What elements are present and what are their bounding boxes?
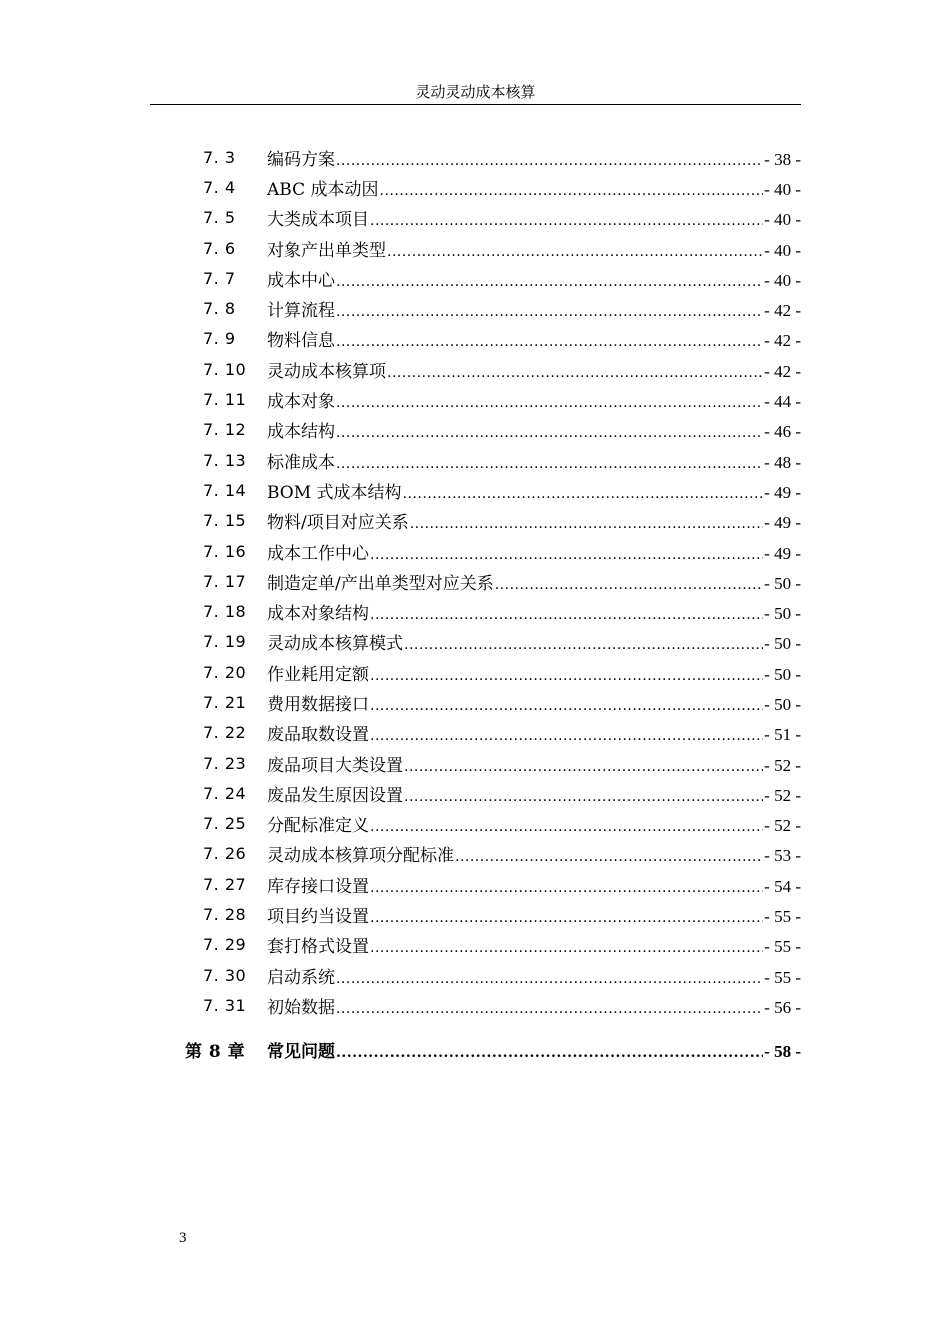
toc-entry-main bbox=[267, 236, 801, 261]
toc-entry-page: - 50 - bbox=[764, 694, 801, 714]
toc-entry-number: 7. 24 bbox=[203, 783, 247, 803]
toc-entry-number: 7. 6 bbox=[203, 238, 236, 258]
toc-entry-main bbox=[267, 296, 801, 321]
toc-entry-number: 7. 20 bbox=[203, 662, 247, 682]
toc-entry[interactable] bbox=[0, 142, 950, 172]
toc-entry-main bbox=[267, 478, 801, 503]
dot-leader bbox=[404, 637, 763, 653]
toc-entry-main bbox=[267, 690, 801, 715]
toc-entry-number: 7. 11 bbox=[203, 390, 247, 410]
toc-entry-main bbox=[267, 872, 801, 897]
toc-entry-page: - 46 - bbox=[764, 422, 801, 442]
toc-entry-title: 启动系统 bbox=[267, 967, 335, 988]
toc-entry-main bbox=[267, 145, 801, 170]
dot-leader bbox=[370, 668, 763, 684]
toc-entry[interactable] bbox=[0, 263, 950, 293]
toc-entry-title: 标准成本 bbox=[267, 452, 335, 473]
toc-entry-page: - 50 - bbox=[764, 604, 801, 624]
toc-entry[interactable] bbox=[0, 445, 950, 475]
toc-entry-page: - 50 - bbox=[764, 573, 801, 593]
toc-entry-page: - 40 - bbox=[764, 210, 801, 230]
toc-entry-page: - 53 - bbox=[764, 846, 801, 866]
toc-entry-number: 7. 29 bbox=[203, 935, 247, 955]
toc-entry[interactable] bbox=[0, 627, 950, 657]
toc-entry-number: 7. 31 bbox=[203, 995, 247, 1015]
toc-entry-title: 费用数据接口 bbox=[267, 694, 369, 715]
dot-leader bbox=[370, 819, 763, 835]
toc-entry-number: 7. 23 bbox=[203, 753, 247, 773]
toc-entry-page: - 50 - bbox=[764, 634, 801, 654]
page-number: 3 bbox=[179, 1230, 187, 1246]
toc-entry-main bbox=[267, 629, 801, 654]
toc-entry-title: 废品取数设置 bbox=[267, 725, 369, 746]
toc-entry-main bbox=[267, 205, 801, 230]
dot-leader bbox=[370, 698, 763, 714]
page-header bbox=[150, 80, 801, 105]
toc-entry-title: 套打格式设置 bbox=[267, 937, 369, 958]
toc-entry-number: 7. 25 bbox=[203, 814, 247, 834]
toc-entry-number: 7. 14 bbox=[203, 480, 247, 500]
toc-entry[interactable] bbox=[0, 384, 950, 414]
toc-entry-number: 7. 13 bbox=[203, 450, 247, 470]
dot-leader bbox=[336, 971, 763, 987]
toc-entry-number: 7. 19 bbox=[203, 632, 247, 652]
toc-entry-main bbox=[267, 508, 801, 533]
dot-leader bbox=[336, 153, 763, 169]
toc-entry-title: 大类成本项目 bbox=[267, 210, 369, 231]
toc-entry-main bbox=[267, 387, 801, 412]
dot-leader bbox=[370, 910, 763, 926]
toc-entry-page: - 55 - bbox=[764, 907, 801, 927]
chapter-number: 第 8 章 bbox=[185, 1041, 246, 1062]
toc-entry-title: 成本对象 bbox=[267, 392, 335, 413]
toc-entry-title: 成本结构 bbox=[267, 422, 335, 443]
toc-entry-main bbox=[267, 357, 801, 382]
dot-leader bbox=[336, 1045, 763, 1061]
toc-entry-page: - 42 - bbox=[764, 361, 801, 381]
toc-entry-title: ABC 成本动因 bbox=[267, 179, 379, 200]
toc-entry-number: 7. 3 bbox=[203, 147, 236, 167]
toc-entry-main bbox=[267, 902, 801, 927]
toc-entry-number: 7. 5 bbox=[203, 208, 236, 228]
toc-entry-main bbox=[267, 599, 801, 624]
dot-leader bbox=[336, 304, 763, 320]
toc-entry-page: - 42 - bbox=[764, 331, 801, 351]
dot-leader bbox=[370, 547, 763, 563]
table-of-contents bbox=[0, 142, 950, 1021]
toc-entry-main bbox=[267, 841, 801, 866]
toc-entry[interactable] bbox=[0, 990, 950, 1020]
toc-entry-page: - 52 - bbox=[764, 755, 801, 775]
toc-entry-title: BOM 式成本结构 bbox=[267, 482, 402, 503]
toc-entry[interactable] bbox=[0, 687, 950, 717]
toc-entry-number: 7. 9 bbox=[203, 329, 236, 349]
toc-entry[interactable] bbox=[0, 718, 950, 748]
toc-entry[interactable] bbox=[0, 203, 950, 233]
toc-entry-number: 7. 8 bbox=[203, 299, 236, 319]
toc-entry-main bbox=[267, 811, 801, 836]
toc-entry-title: 废品项目大类设置 bbox=[267, 755, 403, 776]
dot-leader bbox=[380, 183, 764, 199]
toc-entry-title: 成本工作中心 bbox=[267, 543, 369, 564]
toc-entry-title: 废品发生原因设置 bbox=[267, 785, 403, 806]
toc-entry-page: - 52 - bbox=[764, 785, 801, 805]
dot-leader bbox=[387, 365, 763, 381]
dot-leader bbox=[370, 607, 763, 623]
dot-leader bbox=[410, 516, 763, 532]
dot-leader bbox=[370, 213, 763, 229]
toc-entry-page: - 56 - bbox=[764, 997, 801, 1017]
toc-entry-main bbox=[267, 963, 801, 988]
toc-entry[interactable] bbox=[0, 293, 950, 323]
toc-entry-main bbox=[267, 993, 801, 1018]
toc-entry-page: - 50 - bbox=[764, 664, 801, 684]
toc-entry-number: 7. 7 bbox=[203, 268, 236, 288]
toc-entry-number: 7. 15 bbox=[203, 511, 247, 531]
dot-leader bbox=[455, 849, 763, 865]
toc-entry-page: - 40 - bbox=[764, 270, 801, 290]
toc-entry-number: 7. 12 bbox=[203, 420, 247, 440]
dot-leader bbox=[336, 1001, 763, 1017]
toc-entry[interactable] bbox=[0, 233, 950, 263]
toc-entry[interactable] bbox=[0, 354, 950, 384]
toc-entry-title: 成本中心 bbox=[267, 270, 335, 291]
dot-leader bbox=[336, 274, 763, 290]
toc-entry-page: - 49 - bbox=[764, 482, 801, 502]
chapter-page: - 58 - bbox=[764, 1041, 801, 1061]
toc-entry-main bbox=[267, 448, 801, 473]
toc-entry-main bbox=[267, 781, 801, 806]
dot-leader bbox=[370, 880, 763, 896]
toc-entry-title: 成本对象结构 bbox=[267, 604, 369, 625]
dot-leader bbox=[370, 940, 763, 956]
toc-entry[interactable] bbox=[0, 172, 950, 202]
toc-entry-page: - 40 - bbox=[764, 240, 801, 260]
toc-entry[interactable] bbox=[0, 324, 950, 354]
dot-leader bbox=[336, 334, 763, 350]
toc-entry-title: 物料信息 bbox=[267, 331, 335, 352]
toc-entry-page: - 49 - bbox=[764, 543, 801, 563]
toc-entry-number: 7. 4 bbox=[203, 177, 236, 197]
toc-entry-page: - 42 - bbox=[764, 301, 801, 321]
dot-leader bbox=[336, 425, 763, 441]
dot-leader bbox=[370, 728, 763, 744]
toc-entry-title: 项目约当设置 bbox=[267, 907, 369, 928]
toc-entry-title: 物料/项目对应关系 bbox=[267, 513, 409, 534]
toc-entry-page: - 38 - bbox=[764, 149, 801, 169]
dot-leader bbox=[387, 244, 763, 260]
toc-entry[interactable] bbox=[0, 415, 950, 445]
toc-entry-page: - 48 - bbox=[764, 452, 801, 472]
toc-entry-main bbox=[267, 326, 801, 351]
toc-entry[interactable] bbox=[0, 869, 950, 899]
toc-entry-title: 灵动成本核算模式 bbox=[267, 634, 403, 655]
toc-entry-title: 库存接口设置 bbox=[267, 876, 369, 897]
toc-entry-number: 7. 16 bbox=[203, 541, 247, 561]
toc-entry-main bbox=[267, 175, 801, 200]
toc-entry-main bbox=[267, 660, 801, 685]
toc-entry-page: - 54 - bbox=[764, 876, 801, 896]
toc-chapter-row[interactable] bbox=[0, 1034, 950, 1064]
toc-entry-number: 7. 10 bbox=[203, 359, 247, 379]
dot-leader bbox=[495, 577, 763, 593]
toc-entry-number: 7. 22 bbox=[203, 723, 247, 743]
toc-entry[interactable] bbox=[0, 566, 950, 596]
toc-entry-main bbox=[267, 539, 801, 564]
toc-entry-number: 7. 28 bbox=[203, 905, 247, 925]
toc-entry[interactable] bbox=[0, 778, 950, 808]
toc-entry-page: - 55 - bbox=[764, 967, 801, 987]
toc-entry-number: 7. 27 bbox=[203, 874, 247, 894]
toc-entry-number: 7. 30 bbox=[203, 965, 247, 985]
toc-entry[interactable] bbox=[0, 506, 950, 536]
toc-entry-title: 灵动成本核算项 bbox=[267, 361, 386, 382]
dot-leader bbox=[404, 789, 763, 805]
toc-entry-page: - 40 - bbox=[764, 179, 801, 199]
toc-entry-number: 7. 17 bbox=[203, 571, 247, 591]
toc-entry-title: 作业耗用定额 bbox=[267, 664, 369, 685]
toc-entry[interactable] bbox=[0, 748, 950, 778]
toc-entry-title: 初始数据 bbox=[267, 997, 335, 1018]
toc-entry-main bbox=[267, 266, 801, 291]
chapter-title: 常见问题 bbox=[267, 1041, 335, 1062]
toc-entry[interactable] bbox=[0, 475, 950, 505]
toc-entry-number: 7. 18 bbox=[203, 602, 247, 622]
toc-entry[interactable] bbox=[0, 899, 950, 929]
toc-entry-title: 计算流程 bbox=[267, 301, 335, 322]
header-title: 灵动灵动成本核算 bbox=[415, 83, 536, 101]
toc-entry-title: 制造定单/产出单类型对应关系 bbox=[267, 573, 494, 594]
dot-leader bbox=[404, 759, 763, 775]
toc-entry[interactable] bbox=[0, 930, 950, 960]
dot-leader bbox=[336, 456, 763, 472]
toc-entry-page: - 44 - bbox=[764, 392, 801, 412]
toc-entry-title: 分配标准定义 bbox=[267, 816, 369, 837]
toc-entry[interactable] bbox=[0, 960, 950, 990]
toc-entry[interactable] bbox=[0, 839, 950, 869]
toc-entry-page: - 55 - bbox=[764, 937, 801, 957]
toc-entry[interactable] bbox=[0, 809, 950, 839]
toc-entry-title: 编码方案 bbox=[267, 149, 335, 170]
toc-entry-number: 7. 26 bbox=[203, 844, 247, 864]
toc-entry-page: - 49 - bbox=[764, 513, 801, 533]
toc-entry-main bbox=[267, 751, 801, 776]
toc-entry-main bbox=[267, 569, 801, 594]
toc-entry[interactable] bbox=[0, 536, 950, 566]
toc-entry[interactable] bbox=[0, 596, 950, 626]
toc-entry-page: - 52 - bbox=[764, 816, 801, 836]
dot-leader bbox=[336, 395, 763, 411]
toc-entry-page: - 51 - bbox=[764, 725, 801, 745]
toc-entry-title: 对象产出单类型 bbox=[267, 240, 386, 261]
toc-entry[interactable] bbox=[0, 657, 950, 687]
toc-entry-title: 灵动成本核算项分配标准 bbox=[267, 846, 454, 867]
dot-leader bbox=[403, 486, 764, 502]
chapter-main bbox=[267, 1037, 801, 1062]
toc-entry-number: 7. 21 bbox=[203, 692, 247, 712]
toc-entry-main bbox=[267, 932, 801, 957]
toc-entry-main bbox=[267, 417, 801, 442]
toc-entry-main bbox=[267, 720, 801, 745]
